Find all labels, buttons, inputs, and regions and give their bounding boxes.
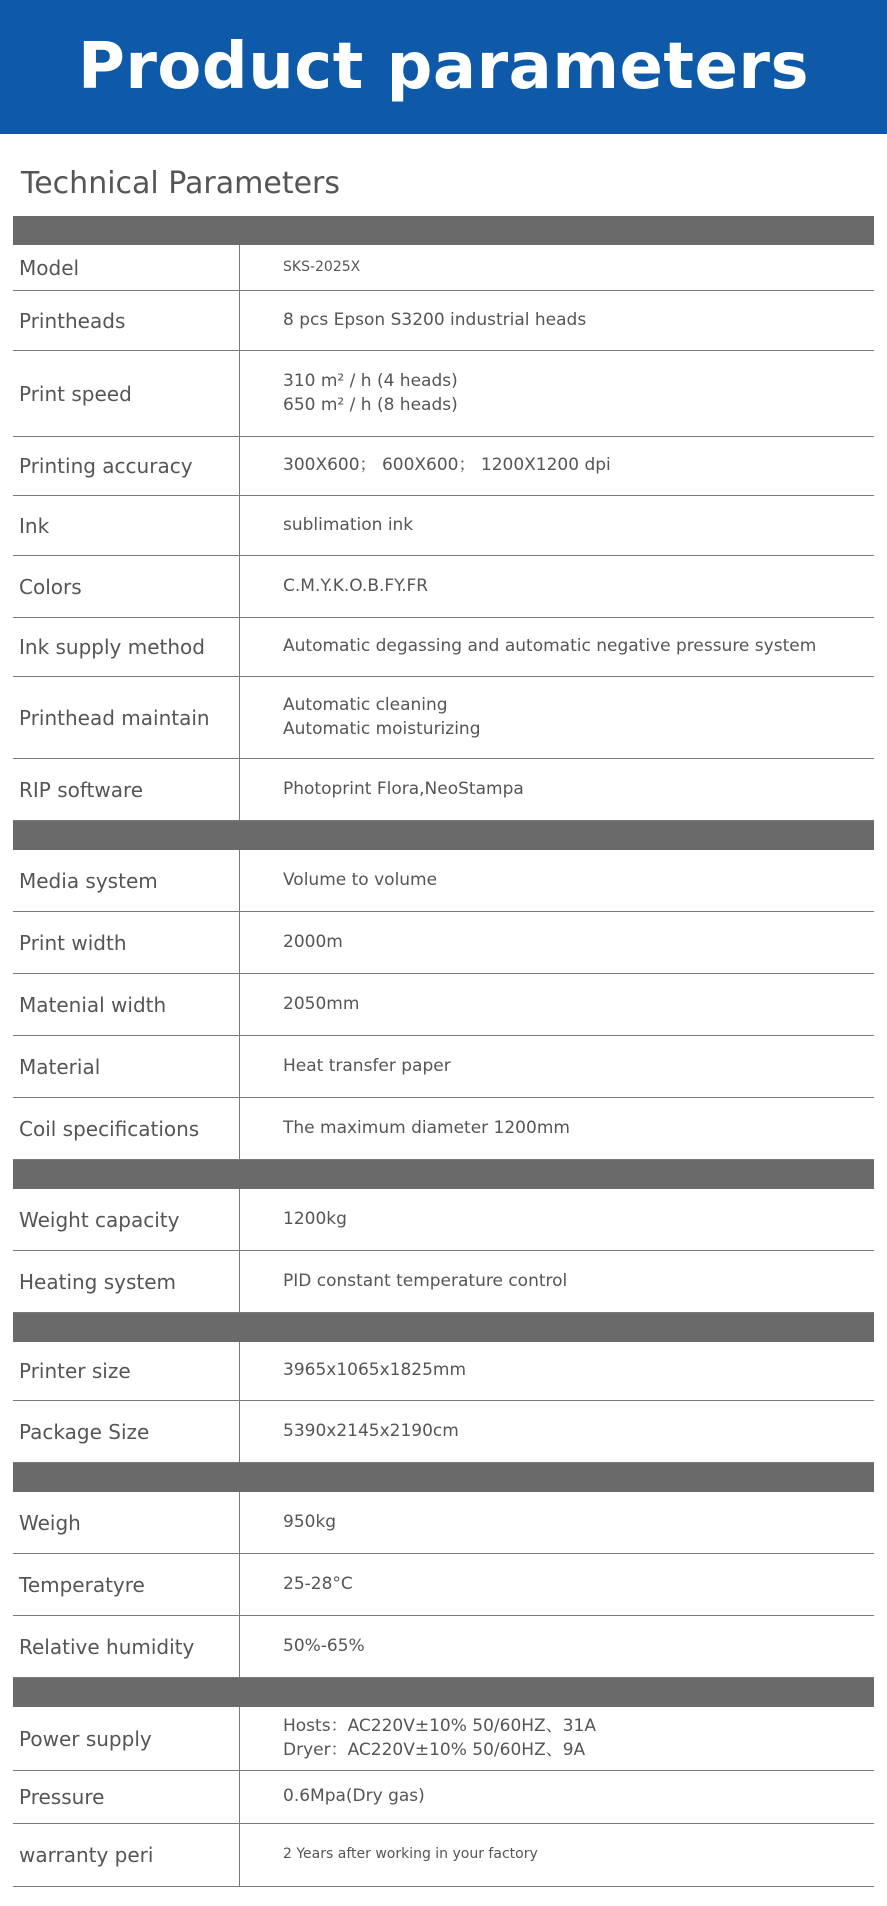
spec-label: Printing accuracy — [19, 454, 193, 478]
spec-row — [13, 1771, 874, 1824]
spec-value-line: 50%-65% — [283, 1635, 365, 1656]
spec-value-line: 300X600； 600X600； 1200X1200 dpi — [283, 455, 611, 476]
spec-row — [13, 291, 874, 351]
spec-label: Print width — [19, 930, 127, 955]
spec-value — [283, 912, 870, 973]
spec-label: Printhead maintain — [19, 705, 210, 730]
spec-row — [13, 1616, 874, 1678]
spec-value-line: 5390x2145x2190cm — [283, 1420, 459, 1441]
spec-row — [13, 677, 874, 759]
spec-value — [283, 1189, 870, 1250]
spec-value — [283, 850, 870, 911]
spec-value-line: Hosts：AC220V±10% 50/60HZ、31A — [283, 1715, 596, 1736]
spec-value — [283, 437, 870, 495]
spec-row — [13, 850, 874, 912]
spec-value — [283, 1036, 870, 1097]
spec-row — [13, 245, 874, 291]
spec-value — [283, 1707, 870, 1770]
spec-value-line: Photoprint Flora,NeoStampa — [283, 778, 524, 799]
spec-value-line: 310 m² / h (4 heads) — [283, 370, 458, 391]
spec-row — [13, 912, 874, 974]
spec-label: Heating system — [19, 1269, 177, 1294]
spec-value-line: Automatic moisturizing — [283, 718, 481, 739]
page-title: Product parameters — [77, 30, 810, 104]
spec-value — [283, 1554, 870, 1615]
spec-label: warranty peri — [19, 1843, 154, 1867]
spec-label: Ink — [19, 513, 50, 538]
spec-row — [13, 618, 874, 677]
spec-value-line: 0.6Mpa(Dry gas) — [283, 1786, 425, 1807]
spec-value — [283, 556, 870, 617]
spec-value-line: 950kg — [283, 1511, 337, 1532]
spec-value — [283, 1616, 870, 1677]
spec-label: Weigh — [19, 1510, 81, 1535]
spec-value-line: 8 pcs Epson S3200 industrial heads — [283, 309, 587, 330]
spec-row — [13, 1401, 874, 1463]
spec-row — [13, 974, 874, 1036]
spec-row — [13, 1492, 874, 1554]
spec-value — [283, 245, 870, 290]
spec-label: Coil specifications — [19, 1116, 200, 1141]
spec-row — [13, 496, 874, 556]
spec-row — [13, 437, 874, 496]
spec-row — [13, 1824, 874, 1887]
spec-value — [283, 618, 870, 676]
spec-row — [13, 1342, 874, 1401]
spec-value-line: 25-28°C — [283, 1573, 353, 1594]
spec-value — [283, 1401, 870, 1462]
spec-value — [283, 1098, 870, 1159]
spec-label: RIP software — [19, 777, 144, 802]
group-divider-bar — [13, 1313, 874, 1342]
spec-value — [283, 1251, 870, 1312]
spec-value-line: 2000m — [283, 931, 343, 952]
spec-value-line: 650 m² / h (8 heads) — [283, 394, 458, 415]
spec-label: Material — [19, 1054, 101, 1079]
spec-value-line: Volume to volume — [283, 869, 438, 890]
spec-label: Temperatyre — [19, 1572, 145, 1597]
spec-label: Power supply — [19, 1726, 152, 1751]
spec-label: Matenial width — [19, 992, 167, 1017]
group-divider-bar — [13, 1463, 874, 1492]
spec-label: Print speed — [19, 381, 132, 406]
group-divider-bar — [13, 821, 874, 850]
spec-row — [13, 1707, 874, 1771]
spec-table — [13, 216, 874, 1887]
page-banner — [0, 0, 887, 134]
spec-value-line: 1200kg — [283, 1208, 347, 1229]
spec-value-line: PID constant temperature control — [283, 1270, 568, 1291]
section-title: Technical Parameters — [21, 166, 340, 201]
group-divider-bar — [13, 216, 874, 245]
spec-label: Printer size — [19, 1359, 131, 1383]
spec-label: Colors — [19, 574, 82, 599]
spec-value-line: 3965x1065x1825mm — [283, 1360, 467, 1381]
spec-value-line: 2 Years after working in your factory — [283, 1846, 538, 1863]
spec-label: Model — [19, 255, 80, 280]
spec-value-line: Automatic cleaning — [283, 694, 448, 715]
spec-label: Relative humidity — [19, 1634, 195, 1659]
spec-label: Media system — [19, 868, 158, 893]
spec-label: Package Size — [19, 1419, 150, 1444]
spec-value-line: SKS-2025X — [283, 258, 361, 275]
spec-row — [13, 1189, 874, 1251]
spec-row — [13, 351, 874, 437]
spec-value — [283, 677, 870, 758]
spec-value-line: sublimation ink — [283, 514, 414, 535]
spec-value — [283, 1492, 870, 1553]
spec-value-line: 2050mm — [283, 993, 360, 1014]
spec-value — [283, 1824, 870, 1886]
spec-value-line: The maximum diameter 1200mm — [283, 1117, 570, 1138]
group-divider-bar — [13, 1160, 874, 1189]
spec-row — [13, 1251, 874, 1313]
spec-value — [283, 1342, 870, 1400]
spec-value — [283, 496, 870, 555]
spec-value — [283, 1771, 870, 1823]
spec-value-line: Dryer：AC220V±10% 50/60HZ、9A — [283, 1739, 586, 1760]
spec-value-line: Automatic degassing and automatic negative pressure system — [283, 636, 817, 657]
spec-value — [283, 974, 870, 1035]
spec-label: Weight capacity — [19, 1207, 180, 1232]
spec-row — [13, 759, 874, 821]
spec-row — [13, 1036, 874, 1098]
spec-label: Pressure — [19, 1785, 105, 1809]
spec-value — [283, 351, 870, 436]
spec-label: Printheads — [19, 308, 126, 333]
spec-row — [13, 1554, 874, 1616]
spec-value-line: C.M.Y.K.O.B.FY.FR — [283, 575, 429, 596]
spec-row — [13, 556, 874, 618]
group-divider-bar — [13, 1678, 874, 1707]
spec-value — [283, 759, 870, 820]
spec-row — [13, 1098, 874, 1160]
spec-value — [283, 291, 870, 350]
spec-value-line: Heat transfer paper — [283, 1055, 451, 1076]
spec-label: Ink supply method — [19, 635, 205, 659]
